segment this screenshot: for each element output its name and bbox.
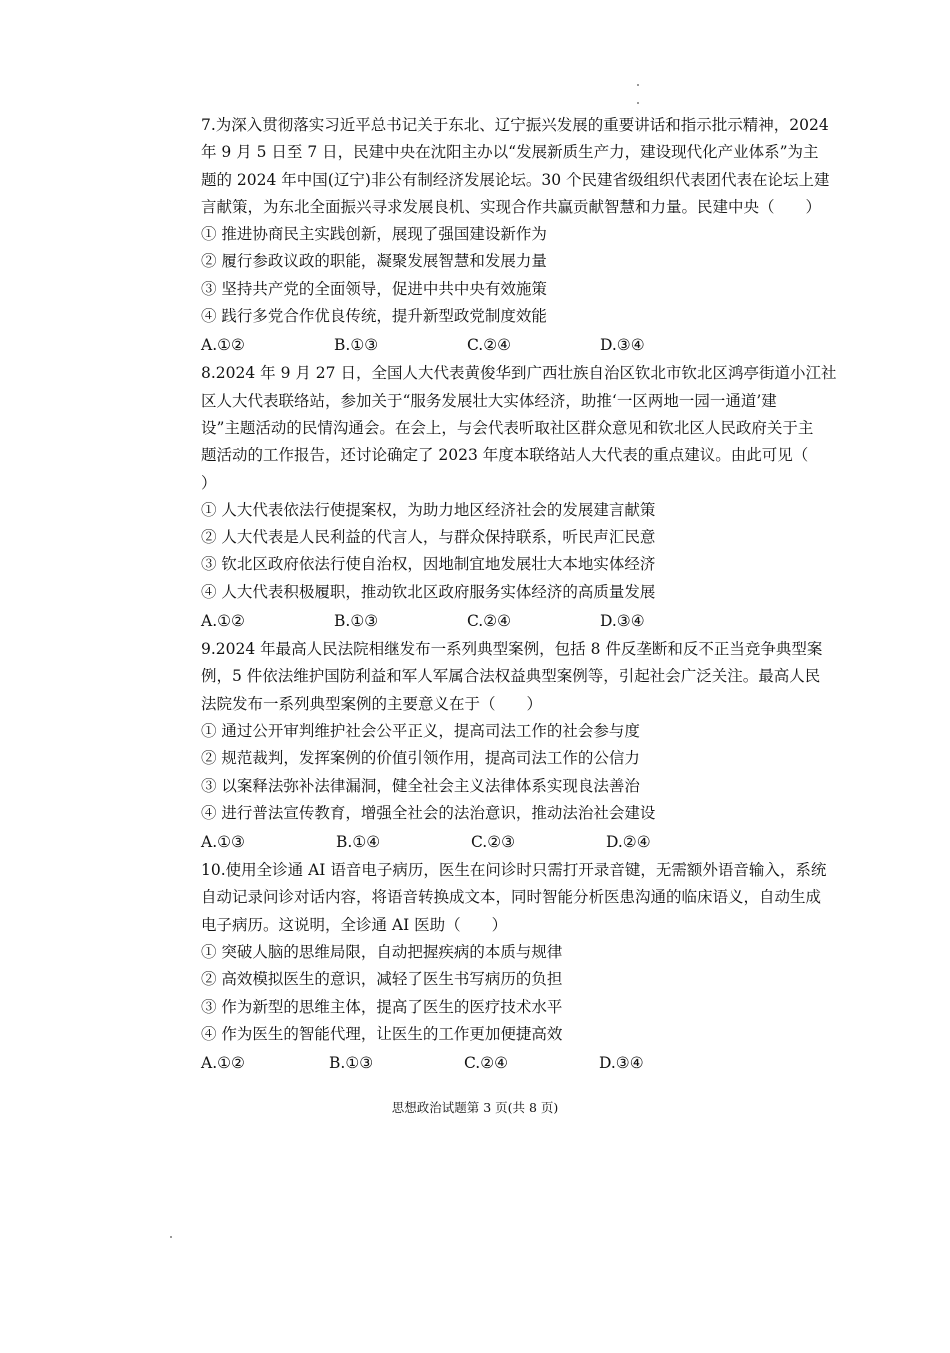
answer-options [201,607,886,636]
statement-item: ① 推进协商民主实践创新，展现了强国建设新作为 [201,225,547,244]
question-7 [201,112,886,360]
page-footer: 思想政治试题第 3 页(共 8 页) [391,1100,559,1115]
question-stem-line: 自动记录问诊对话内容，将语音转换成文本，同时智能分析医患沟通的临床语义，自动生成 [201,888,822,907]
statement-item: ② 规范裁判，发挥案例的价值引领作用，提高司法工作的公信力 [201,749,640,768]
option-b[interactable]: B.①③ [334,612,379,631]
statement-item: ② 高效模拟医生的意识，减轻了医生书写病历的负担 [201,970,563,989]
statement-item: ② 履行参政议政的职能，凝聚发展智慧和发展力量 [201,252,547,271]
question-9 [201,636,886,857]
statement-item: ③ 钦北区政府依法行使自治权，因地制宜地发展壮大本地实体经济 [201,555,656,574]
question-stem-line: 电子病历。这说明，全诊通 AI 医助（ ） [201,915,508,934]
statement-item: ① 通过公开审判维护社会公平正义，提高司法工作的社会参与度 [201,721,640,740]
option-c[interactable]: C.②④ [467,612,512,631]
question-stem-line: 10.使用全诊通 AI 语音电子病历，医生在问诊时只需打开录音键，无需额外语音输入，系统 [201,861,827,880]
question-8 [201,360,886,636]
scan-mark [637,84,639,86]
question-stem-line: 言献策，为东北全面振兴寻求发展良机、实现合作共赢贡献智慧和力量。民建中央（ ） [201,197,822,216]
option-c[interactable]: C.②③ [471,833,516,852]
option-a[interactable]: A.①② [201,612,245,631]
question-stem-line: 7.为深入贯彻落实习近平总书记关于东北、辽宁振兴发展的重要讲话和指示批示精神，2024 [201,116,829,134]
statement-item: ③ 作为新型的思维主体，提高了医生的医疗技术水平 [201,997,563,1016]
option-d[interactable]: D.③④ [599,1054,644,1073]
option-a[interactable]: A.①③ [201,833,245,852]
question-stem-line: 设”主题活动的民情沟通会。在会上，与会代表听取社区群众意见和钦北区人民政府关于主 [201,418,814,437]
question-stem-line: ） [201,473,217,492]
option-b[interactable]: B.①③ [334,336,379,355]
statement-item: ① 突破人脑的思维局限，自动把握疾病的本质与规律 [201,943,563,962]
question-stem-line: 法院发布一系列典型案例的主要意义在于（ ） [201,694,543,713]
option-d[interactable]: D.③④ [600,336,645,355]
option-a[interactable]: A.①② [201,1054,245,1073]
statement-item: ③ 以案释法弥补法律漏洞，健全社会主义法律体系实现良法善治 [201,776,640,795]
answer-options [201,331,886,360]
option-a[interactable]: A.①② [201,336,245,355]
option-b[interactable]: B.①④ [336,833,381,852]
statement-item: ④ 作为医生的智能代理，让医生的工作更加便捷高效 [201,1024,563,1043]
answer-options [201,828,886,857]
statement-item: ④ 进行普法宣传教育，增强全社会的法治意识，推动法治社会建设 [201,803,656,822]
scan-mark [170,1236,172,1238]
question-stem-line: 8.2024 年 9 月 27 日，全国人大代表黄俊华到广西壮族自治区钦北市钦北区鸿亭街道小江社 [201,364,837,383]
questions-area [201,112,886,1078]
question-stem-line: 区人大代表联络站，参加关于“服务发展壮大实体经济，助推‘一区两地一园一通道’建 [201,391,777,410]
statement-item: ① 人大代表依法行使提案权，为助力地区经济社会的发展建言献策 [201,500,656,519]
question-10 [201,857,886,1078]
statement-item: ④ 践行多党合作优良传统，提升新型政党制度效能 [201,307,547,326]
question-stem-line: 例，5 件依法维护国防利益和军人军属合法权益典型案例等，引起社会广泛关注。最高人民 [201,667,821,686]
statement-item: ④ 人大代表积极履职，推动钦北区政府服务实体经济的高质量发展 [201,582,656,601]
option-b[interactable]: B.①③ [329,1054,374,1073]
statement-item: ③ 坚持共产党的全面领导，促进中共中央有效施策 [201,279,547,298]
answer-options [201,1049,886,1078]
option-d[interactable]: D.②④ [606,833,651,852]
option-c[interactable]: C.②④ [467,336,512,355]
scan-mark [637,102,639,104]
question-stem-line: 9.2024 年最高人民法院相继发布一系列典型案例，包括 8 件反垄断和反不正当竞争典型案 [201,640,823,659]
question-stem-line: 题活动的工作报告，还讨论确定了 2023 年度本联络站人大代表的重点建议。由此可见（ [201,446,809,465]
question-stem-line: 题的 2024 年中国(辽宁)非公有制经济发展论坛。30 个民建省级组织代表团代表在论坛上建 [201,170,830,189]
statement-item: ② 人大代表是人民利益的代言人，与群众保持联系，听民声汇民意 [201,528,656,547]
option-c[interactable]: C.②④ [464,1054,509,1073]
question-stem-line: 年 9 月 5 日至 7 日，民建中央在沈阳主办以“发展新质生产力，建设现代化产业体系”为主 [201,143,819,162]
option-d[interactable]: D.③④ [600,612,645,631]
